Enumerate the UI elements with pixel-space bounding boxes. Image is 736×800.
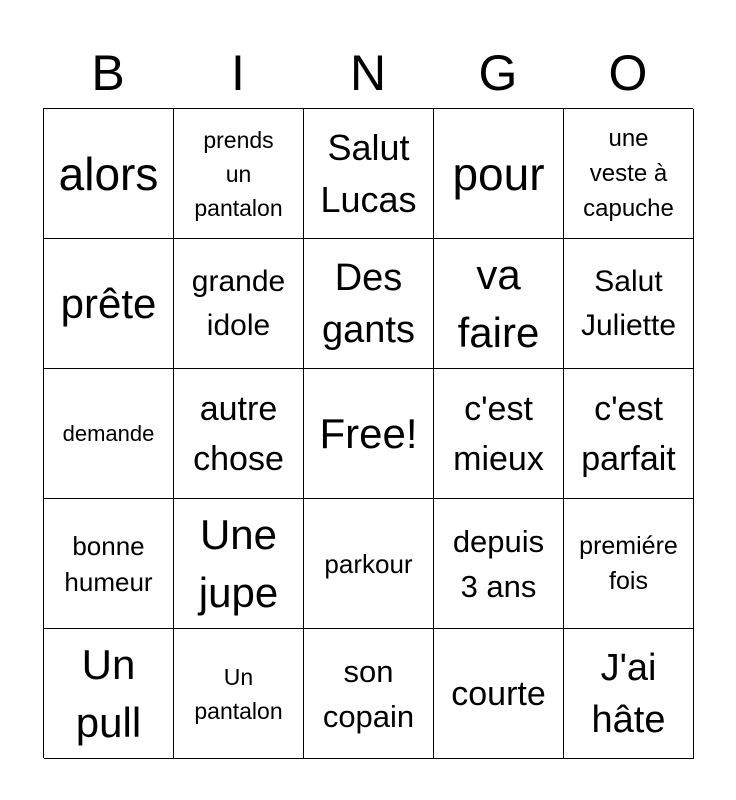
cell-label: prends un pantalon [194, 126, 283, 221]
bingo-header [43, 38, 693, 108]
bingo-cell[interactable] [304, 629, 434, 759]
bingo-cell[interactable] [434, 109, 564, 239]
free-space-label: Free! [319, 409, 418, 457]
bingo-cell[interactable] [44, 369, 174, 499]
cell-label: autre chose [193, 389, 284, 478]
cell-label: courte [451, 674, 546, 713]
bingo-cell[interactable] [434, 629, 564, 759]
header-letter-i: I [231, 45, 245, 101]
cell-label: va faire [457, 250, 540, 356]
header-letter-n: N [349, 45, 387, 101]
free-space-cell[interactable] [304, 369, 434, 499]
bingo-cell[interactable] [44, 239, 174, 369]
bingo-cell[interactable] [304, 109, 434, 239]
bingo-cell[interactable] [434, 499, 564, 629]
bingo-cell[interactable] [174, 109, 304, 239]
bingo-cell[interactable] [434, 239, 564, 369]
cell-label: prête [60, 279, 157, 327]
bingo-cell[interactable] [174, 499, 304, 629]
bingo-cell[interactable] [304, 499, 434, 629]
bingo-cell[interactable] [174, 369, 304, 499]
cell-label: demande [62, 420, 155, 446]
bingo-board [43, 108, 693, 758]
cell-label: c'est mieux [453, 389, 544, 478]
cell-label: une veste à capuche [583, 125, 674, 222]
bingo-cell[interactable] [44, 109, 174, 239]
bingo-cell[interactable] [174, 239, 304, 369]
bingo-cell[interactable] [304, 239, 434, 369]
bingo-cell[interactable] [434, 369, 564, 499]
cell-label: son copain [322, 653, 415, 734]
cell-label: grande idole [191, 264, 286, 342]
cell-label: Un pantalon [194, 663, 283, 724]
cell-label: Des gants [322, 256, 415, 351]
bingo-cell[interactable] [44, 629, 174, 759]
bingo-cell[interactable] [564, 239, 694, 369]
cell-label: J'ai hâte [591, 646, 666, 741]
cell-label: depuis 3 ans [452, 523, 545, 604]
cell-label: Un pull [75, 640, 142, 746]
cell-label: premiére fois [579, 531, 678, 595]
cell-label: Salut Juliette [580, 264, 677, 342]
header-letter-b: B [91, 45, 125, 101]
header-letter-o: O [608, 45, 648, 101]
bingo-cell[interactable] [564, 109, 694, 239]
cell-label: Salut Lucas [320, 126, 417, 220]
bingo-cell[interactable] [44, 499, 174, 629]
bingo-cell[interactable] [564, 499, 694, 629]
bingo-cell[interactable] [174, 629, 304, 759]
cell-label: c'est parfait [581, 389, 676, 478]
bingo-cell[interactable] [564, 629, 694, 759]
cell-label: alors [58, 147, 159, 200]
header-letter-g: G [478, 45, 518, 101]
cell-label: parkour [324, 548, 413, 579]
cell-label: pour [452, 147, 545, 200]
cell-label: bonne humeur [64, 530, 153, 597]
bingo-cell[interactable] [564, 369, 694, 499]
cell-label: Une jupe [198, 510, 279, 616]
